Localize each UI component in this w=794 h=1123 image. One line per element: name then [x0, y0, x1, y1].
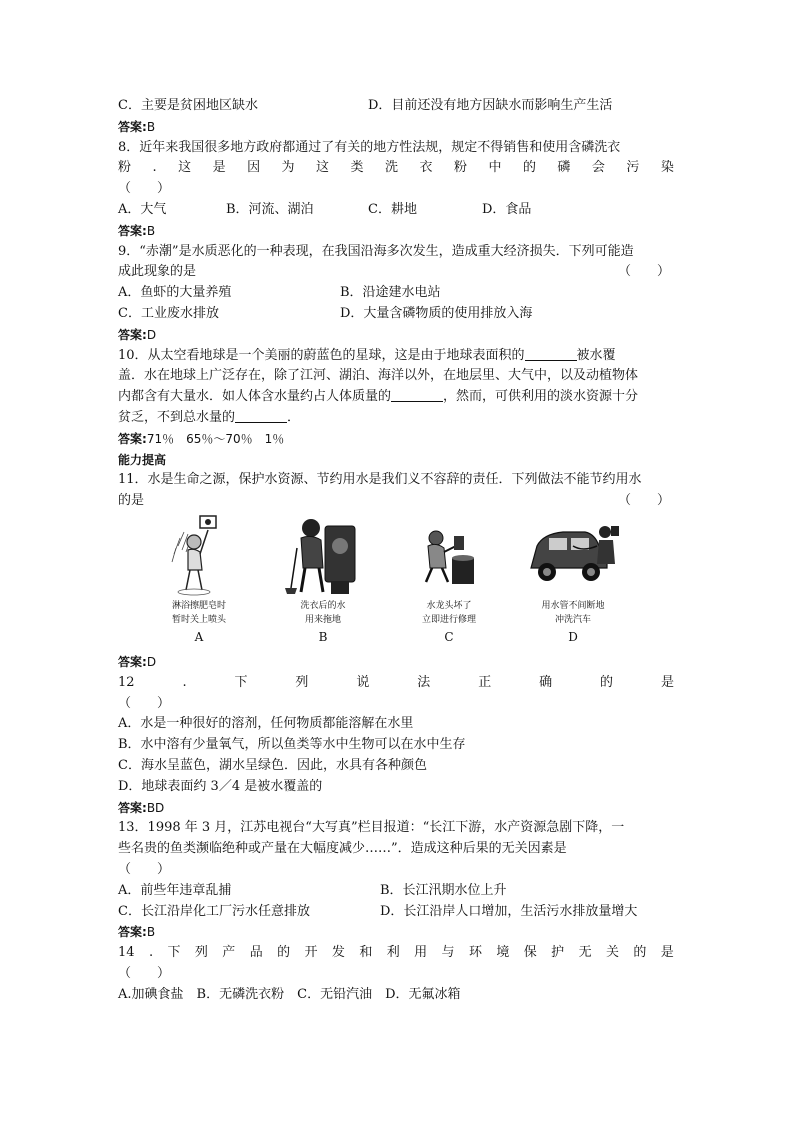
q10-answer: 答案:71％ 65％～70％ 1％ [118, 431, 285, 446]
faucet-repair-icon [414, 512, 484, 598]
q14-stem-word: 用 [414, 945, 428, 961]
q8-stem-word: 这 [178, 160, 192, 176]
q9-option-b: B．沿途建水电站 [340, 285, 441, 301]
figure-a-letter: A [194, 629, 204, 644]
q14-option-a: A.加碘食盐 [118, 986, 184, 1002]
q13-options-cd [118, 902, 674, 923]
q12-paren: （ ） [118, 695, 171, 711]
q14-stem-word: 环 [468, 945, 482, 961]
q14-stem-word: 品 [249, 945, 263, 961]
figure-c-caption-1: 水龙头坏了 [426, 600, 472, 611]
q11-stem-line1: 11．水是生命之源，保护水资源、节约用水是我们义不容辞的责任．下列做法不能节约用水 [118, 472, 642, 488]
q14-stem-word: 境 [496, 945, 510, 961]
q12-stem-word: . [182, 674, 187, 690]
figure-b-mop [268, 512, 378, 644]
figure-c-caption-2: 立即进行修理 [421, 614, 476, 625]
q8-option-b: B．河流、湖泊 [226, 201, 314, 217]
q14-stem-word: 发 [331, 945, 345, 961]
q14-stem-word: 保 [523, 945, 537, 961]
q13-paren: （ ） [118, 861, 171, 877]
fill-blank-2 [391, 387, 443, 402]
q9-options-ab [118, 283, 674, 304]
q9-stem-line1: 9．“赤潮”是水质恶化的一种表现，在我国沿海多次发生，造成重大经济损失．下列可能造 [118, 243, 634, 259]
figure-a-caption-1: 淋浴擦肥皂时 [171, 600, 226, 611]
q14-stem-word: 的 [277, 945, 291, 961]
q12-stem-word: 12 [118, 674, 135, 690]
washing-machine-mop-icon [283, 512, 363, 598]
exam-page [118, 96, 674, 1005]
q8-stem-word: 因 [247, 160, 261, 176]
q14-stem-word: 是 [660, 945, 674, 961]
q9-options-cd [118, 304, 674, 325]
q9-paren: （ ） [617, 264, 670, 280]
q14-stem-word: 护 [551, 945, 565, 961]
q12-stem-word: 确 [539, 674, 553, 690]
q12-answer: 答案:BD [118, 800, 165, 815]
q14-option-c: C．无铅汽油 [297, 986, 373, 1002]
q13-stem-line1: 13．1998 年 3 月，江苏电视台“大写真”栏目报道：“长江下游，水产资源急剧下降，一 [118, 820, 625, 836]
q14-stem-word: 14 [118, 945, 135, 961]
figure-d-caption-2: 冲洗汽车 [554, 614, 591, 625]
q8-stem-word: 这 [316, 160, 330, 176]
figure-b-letter: B [318, 629, 328, 644]
q13-option-d: D．长江沿岸人口增加，生活污水排放量增大 [380, 903, 638, 919]
q8-option-c: C．耕地 [368, 201, 417, 217]
q12-option-d: D．地球表面约 3／4 是被水覆盖的 [118, 778, 323, 794]
q13-options-ab [118, 881, 674, 902]
q12-option-b: B．水中溶有少量氧气，所以鱼类等水中生物可以在水中生存 [118, 737, 466, 753]
q8-stem-word: 粉 [118, 160, 132, 176]
q14-stem-word: 利 [386, 945, 400, 961]
figure-d-letter: D [568, 629, 578, 644]
q8-stem-line1: 8．近年来我国很多地方政府都通过了有关的地方性法规，规定不得销售和使用含磷洗衣 [118, 139, 621, 155]
q8-stem-word: 磷 [557, 160, 571, 176]
q8-option-a: A．大气 [118, 201, 167, 217]
fill-blank-1 [525, 346, 577, 361]
shower-person-icon [164, 512, 234, 598]
q14-stem-word: 与 [441, 945, 455, 961]
q8-stem-word: 为 [281, 160, 295, 176]
q8-stem-word: 洗 [385, 160, 399, 176]
q13-option-b: B．长江汛期水位上升 [380, 882, 507, 898]
q14-options [118, 985, 674, 1006]
q8-stem-line2 [118, 158, 674, 179]
q7-answer: 答案:B [118, 119, 156, 134]
q8-options [118, 200, 674, 221]
figure-b-caption-1: 洗衣后的水 [300, 600, 346, 611]
q12-stem-line1 [118, 673, 674, 694]
figure-c-letter: C [444, 629, 454, 644]
q14-stem-word: 和 [359, 945, 373, 961]
q8-stem-word: 污 [626, 160, 640, 176]
q8-stem-word: 的 [522, 160, 536, 176]
q11-answer: 答案:D [118, 654, 157, 669]
figure-a-caption-2: 暂时关上喷头 [171, 614, 226, 625]
q12-stem-word: 下 [234, 674, 248, 690]
q12-stem-word: 说 [356, 674, 370, 690]
q10-stem-line1: 10．从太空看地球是一个美丽的蔚蓝色的星球，这是由于地球表面积的 被水覆 [118, 347, 616, 363]
q12-stem-word: 法 [417, 674, 431, 690]
q8-stem-word: 衣 [419, 160, 433, 176]
figure-d-car-wash [518, 512, 628, 644]
car-wash-hose-icon [523, 512, 623, 598]
figure-c-faucet [394, 512, 504, 644]
q11-stem-line2: 的是 （ ） [118, 491, 674, 512]
figure-b-caption-2: 用来拖地 [304, 614, 341, 625]
q12-stem-word: 是 [660, 674, 674, 690]
q14-stem-word: . [148, 945, 154, 961]
q14-stem-word: 关 [605, 945, 619, 961]
q13-answer: 答案:B [118, 925, 156, 940]
q8-option-d: D．食品 [482, 201, 532, 217]
q14-stem-word: 下 [167, 945, 181, 961]
q9-stem-line2: 成此现象的是 （ ） [118, 262, 674, 283]
q8-paren: （ ） [118, 181, 171, 197]
figure-a-shower [144, 512, 254, 644]
q9-option-c: C．工业废水排放 [118, 305, 219, 321]
q11-paren: （ ） [617, 493, 670, 509]
q8-stem-word: 染 [660, 160, 674, 176]
q7-option-d: D．目前还没有地方因缺水而影响生产生活 [368, 98, 613, 113]
q13-stem-line2: 些名贵的鱼类濒临绝种或产量在大幅度减少……”．造成这种后果的无关因素是 [118, 841, 567, 857]
q14-stem-word: 无 [578, 945, 592, 961]
q13-option-a: A．前些年违章乱捕 [118, 882, 232, 898]
q14-stem-word: 的 [633, 945, 647, 961]
q7-options-cd [118, 96, 674, 117]
q13-option-c: C．长江沿岸化工厂污水任意排放 [118, 903, 310, 919]
q10-stem-line3: 内都含有大量水．如人体含水量约占人体质量的 ，然而，可供利用的淡水资源十分 [118, 389, 639, 405]
q8-stem-word: 粉 [453, 160, 467, 176]
q14-stem-word: 开 [304, 945, 318, 961]
q14-stem-word: 产 [222, 945, 236, 961]
q8-stem-word: 中 [488, 160, 502, 176]
q12-stem-word: 的 [600, 674, 614, 690]
figure-d-caption-1: 用水管不间断地 [541, 600, 605, 611]
q14-stem-word: 列 [194, 945, 208, 961]
q12-stem-word: 列 [295, 674, 309, 690]
q9-answer: 答案:D [118, 327, 157, 342]
section-title: 能力提高 [118, 452, 167, 467]
q9-option-a: A．鱼虾的大量养殖 [118, 285, 232, 301]
q14-stem-line1 [118, 943, 674, 964]
q7-option-c: C．主要是贫困地区缺水 [118, 98, 258, 113]
q12-stem-word: 正 [478, 674, 492, 690]
q11-figures [118, 512, 674, 652]
q8-stem-word: 会 [591, 160, 605, 176]
q14-option-d: D．无氟冰箱 [385, 986, 461, 1002]
q12-option-a: A．水是一种很好的溶剂，任何物质都能溶解在水里 [118, 716, 414, 732]
q12-option-c: C．海水呈蓝色，湖水呈绿色．因此，水具有各种颜色 [118, 757, 427, 773]
q10-stem-line4: 贫乏，不到总水量的 ． [118, 409, 301, 425]
q14-paren: （ ） [118, 965, 171, 981]
q8-stem-word: 类 [350, 160, 364, 176]
fill-blank-3 [235, 408, 287, 423]
q8-stem-word: 是 [212, 160, 226, 176]
q8-answer: 答案:B [118, 223, 156, 238]
q8-stem-word: . [152, 160, 157, 176]
q10-stem-line2: 盖．水在地球上广泛存在，除了江河、湖泊、海洋以外，在地层里、大气中，以及动植物体 [118, 368, 639, 384]
q14-option-b: B．无磷洗衣粉 [196, 986, 285, 1002]
q9-option-d: D．大量含磷物质的使用排放入海 [340, 305, 533, 321]
